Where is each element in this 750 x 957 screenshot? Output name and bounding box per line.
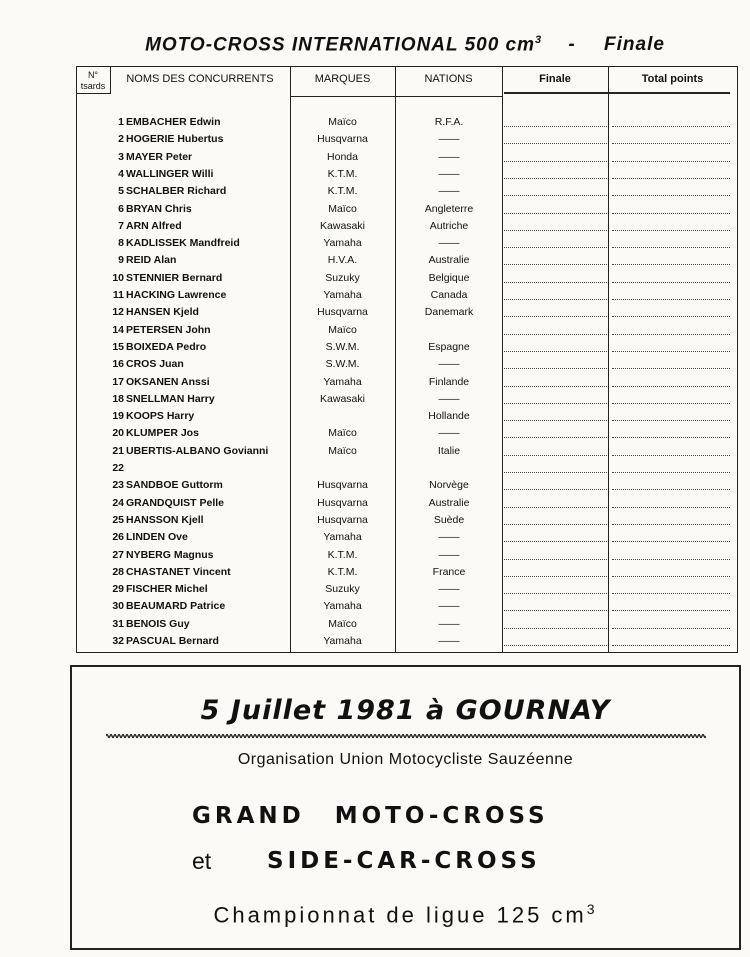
table-row — [0, 633, 750, 650]
competitor-name: GRANDQUIST Pelle — [126, 496, 225, 509]
competitor-nation: Hollande — [428, 410, 470, 423]
total-points-line — [612, 143, 730, 144]
competitor-name: PETERSEN John — [126, 323, 211, 336]
table-row — [0, 408, 750, 425]
competitor-nation: —— — [438, 150, 460, 163]
finale-score-line — [504, 334, 607, 335]
row-number: 14 — [112, 323, 124, 336]
table-row — [0, 356, 750, 373]
competitor-nation: Suède — [433, 513, 465, 526]
table-row — [0, 131, 750, 148]
table-row — [0, 339, 750, 356]
competitor-marque: Yamaha — [323, 600, 362, 613]
row-number: 26 — [112, 531, 124, 544]
finale-score-line — [504, 126, 607, 127]
competitor-nation: Australie — [428, 254, 470, 267]
row-number: 29 — [112, 583, 124, 596]
finale-score-line — [504, 264, 607, 265]
competitor-marque: Maïco — [328, 617, 357, 630]
competitor-name: KLUMPER Jos — [126, 427, 199, 440]
table-row — [0, 235, 750, 252]
total-points-line — [612, 264, 730, 265]
competitor-marque: K.T.M. — [327, 185, 358, 198]
competitor-nation: —— — [438, 427, 460, 440]
competitor-nation: —— — [438, 392, 460, 405]
competitor-name: SCHALBER Richard — [126, 185, 227, 198]
competitor-name: PASCUAL Bernard — [126, 635, 219, 647]
table-row — [0, 270, 750, 287]
competitor-nation: Espagne — [428, 340, 470, 353]
table-row — [0, 598, 750, 615]
competitor-marque: Yamaha — [323, 237, 362, 250]
column-header-total: Total points — [641, 73, 704, 85]
finale-score-line — [504, 645, 607, 646]
competitor-nation: R.F.A. — [434, 116, 464, 128]
total-points-line — [612, 368, 730, 369]
table-row — [0, 460, 750, 477]
total-points-line — [612, 195, 730, 196]
row-number: 18 — [112, 392, 124, 405]
row-number: 19 — [112, 410, 124, 423]
competitor-name: CHASTANET Vincent — [126, 565, 231, 578]
row-number: 2 — [118, 133, 124, 146]
competitor-name: FISCHER Michel — [126, 583, 208, 596]
column-header-nations: NATIONS — [424, 73, 473, 85]
event-sidecar-cross: SIDE-CAR-CROSS — [267, 848, 541, 874]
row-number: 12 — [112, 306, 124, 319]
finale-score-line — [504, 524, 607, 525]
competitor-marque: Maïco — [328, 444, 357, 457]
competitor-name: WALLINGER Willi — [126, 167, 214, 180]
competitor-nation: —— — [438, 548, 460, 561]
finale-score-line — [504, 576, 607, 577]
competitor-marque: Yamaha — [323, 531, 362, 544]
competitor-marque: S.W.M. — [325, 358, 360, 371]
table-row — [0, 512, 750, 529]
finale-score-line — [504, 143, 607, 144]
total-points-line — [612, 489, 730, 490]
page-title: MOTO-CROSS INTERNATIONAL 500 $cm^3$ - Finale — [145, 34, 665, 56]
total-points-line — [612, 126, 730, 127]
column-header-finale: Finale — [539, 73, 571, 85]
competitor-nation: —— — [438, 237, 460, 250]
row-number: 4 — [118, 167, 124, 180]
competitor-name: BENOIS Guy — [126, 617, 190, 630]
row-number: 3 — [118, 150, 124, 163]
table-row — [0, 616, 750, 633]
event-date: 5 Juillet 1981 à GOURNAY — [200, 695, 611, 726]
event-announcement — [70, 665, 741, 950]
finale-score-line — [504, 403, 607, 404]
wavy-divider — [106, 733, 706, 739]
row-number: 17 — [112, 375, 124, 388]
finale-score-line — [504, 299, 607, 300]
competitor-marque: K.T.M. — [327, 548, 358, 561]
total-points-line — [612, 230, 730, 231]
competitor-marque: Kawasaki — [320, 219, 365, 232]
table-row — [0, 564, 750, 581]
competitor-name: LINDEN Ove — [126, 531, 188, 544]
row-number: 31 — [112, 617, 124, 630]
finale-score-line — [504, 489, 607, 490]
table-row — [0, 287, 750, 304]
competitor-nation: —— — [438, 358, 460, 371]
competitor-name: OKSANEN Anssi — [126, 375, 210, 388]
competitor-nation: Canada — [430, 289, 468, 301]
table-row — [0, 166, 750, 183]
competitor-nation: Australie — [428, 496, 470, 509]
table-row — [0, 322, 750, 339]
table-row — [0, 477, 750, 494]
competitor-marque: K.T.M. — [327, 167, 358, 180]
competitor-name: SNELLMAN Harry — [126, 392, 215, 405]
table-row — [0, 529, 750, 546]
row-number: 24 — [112, 496, 124, 509]
total-points-line — [612, 559, 730, 560]
column-header-number: N° tsards — [80, 70, 106, 91]
competitor-name: HANSSON Kjell — [126, 513, 204, 526]
column-header-names: NOMS DES CONCURRENTS — [126, 73, 274, 85]
competitor-marque: Husqvarna — [317, 306, 368, 319]
competitor-nation: —— — [438, 635, 460, 647]
competitor-nation: Norvège — [429, 479, 469, 492]
table-row — [0, 201, 750, 218]
row-number: 8 — [118, 237, 124, 250]
event-et: et — [192, 848, 212, 874]
competitor-name: KADLISSEK Mandfreid — [126, 237, 240, 250]
total-points-line — [612, 645, 730, 646]
finale-score-line — [504, 161, 607, 162]
total-points-line — [612, 472, 730, 473]
competitor-marque: Yamaha — [323, 635, 362, 647]
finale-score-line — [504, 610, 607, 611]
table-row — [0, 218, 750, 235]
competitor-marque: K.T.M. — [327, 565, 358, 578]
table-row — [0, 581, 750, 598]
total-points-line — [612, 420, 730, 421]
competitor-marque: Suzuky — [325, 271, 360, 284]
total-points-line — [612, 628, 730, 629]
total-points-line — [612, 299, 730, 300]
total-points-line — [612, 403, 730, 404]
table-row — [0, 391, 750, 408]
row-number: 1 — [118, 116, 124, 128]
finale-score-line — [504, 230, 607, 231]
total-points-line — [612, 247, 730, 248]
competitor-marque: S.W.M. — [325, 340, 360, 353]
competitor-marque: Husqvarna — [317, 496, 368, 509]
competitor-nation: Danemark — [424, 306, 474, 319]
finale-score-line — [504, 282, 607, 283]
total-points-line — [612, 593, 730, 594]
row-number: 22 — [112, 462, 124, 474]
finale-score-line — [504, 195, 607, 196]
competitor-name: HOGERIE Hubertus — [126, 133, 224, 146]
competitor-marque: Suzuky — [325, 583, 360, 596]
competitor-marque: Maïco — [328, 427, 357, 440]
competitor-marque: Husqvarna — [317, 479, 368, 492]
competitor-name: ARN Alfred — [126, 219, 182, 232]
finale-score-line — [504, 541, 607, 542]
table-row — [0, 252, 750, 269]
competitor-nation: France — [432, 565, 466, 578]
total-points-line — [612, 524, 730, 525]
row-number: 21 — [112, 444, 124, 457]
competitor-name: STENNIER Bernard — [126, 271, 223, 284]
competitor-nation: —— — [438, 617, 460, 630]
competitor-marque: Maïco — [328, 202, 357, 215]
competitor-nation: —— — [438, 583, 460, 596]
column-header-marques: MARQUES — [314, 73, 371, 85]
competitor-nation: —— — [438, 185, 460, 198]
total-points-line — [612, 161, 730, 162]
row-number: 7 — [118, 219, 124, 232]
table-row — [0, 443, 750, 460]
table-row — [0, 495, 750, 512]
total-points-line — [612, 178, 730, 179]
competitor-name: BRYAN Chris — [126, 202, 192, 215]
competitor-name: REID Alan — [126, 254, 177, 267]
competitor-name: CROS Juan — [126, 358, 184, 371]
row-number: 9 — [118, 254, 124, 267]
total-points-line — [612, 282, 730, 283]
total-points-line — [612, 610, 730, 611]
competitor-name: MAYER Peter — [126, 150, 193, 163]
competitor-name: SANDBOE Guttorm — [126, 479, 223, 492]
total-points-line — [612, 351, 730, 352]
event-grand-motocross: GRAND MOTO-CROSS — [192, 803, 549, 829]
competitor-nation: Autriche — [429, 219, 469, 232]
row-number: 32 — [112, 635, 124, 647]
total-points-line — [612, 316, 730, 317]
competitor-name: KOOPS Harry — [126, 410, 195, 423]
row-number: 10 — [112, 271, 124, 284]
competitor-marque: Maïco — [328, 323, 357, 336]
finale-score-line — [504, 507, 607, 508]
total-points-line — [612, 386, 730, 387]
row-number: 15 — [112, 340, 124, 353]
competitor-name: BEAUMARD Patrice — [126, 600, 226, 613]
row-number: 23 — [112, 479, 124, 492]
total-points-line — [612, 334, 730, 335]
table-row — [0, 149, 750, 166]
row-number: 5 — [118, 185, 124, 198]
finale-score-line — [504, 437, 607, 438]
finale-score-line — [504, 455, 607, 456]
finale-score-line — [504, 559, 607, 560]
competitor-name: UBERTIS-ALBANO Govianni — [126, 444, 269, 457]
competitor-marque: Kawasaki — [320, 392, 365, 405]
competitor-marque: Yamaha — [323, 375, 362, 388]
table-row — [0, 183, 750, 200]
competitor-marque: Yamaha — [323, 289, 362, 301]
competitor-nation: Italie — [437, 444, 461, 457]
row-number: 30 — [112, 600, 124, 613]
finale-score-line — [504, 593, 607, 594]
event-championship: Championnat de ligue 125 $cm^3$ — [213, 901, 598, 928]
competitor-name: BOIXEDA Pedro — [126, 340, 207, 353]
table-row — [0, 114, 750, 131]
competitor-marque: H.V.A. — [327, 254, 358, 267]
row-number: 25 — [112, 513, 124, 526]
finale-score-line — [504, 316, 607, 317]
finale-score-line — [504, 472, 607, 473]
competitor-marque: Honda — [327, 150, 358, 163]
row-number: 28 — [112, 565, 124, 578]
competitor-marque: Maïco — [328, 116, 357, 128]
finale-score-line — [504, 351, 607, 352]
table-row — [0, 374, 750, 391]
competitor-nation: —— — [438, 531, 460, 544]
finale-score-line — [504, 420, 607, 421]
competitor-name: HACKING Lawrence — [126, 289, 227, 301]
row-number: 6 — [118, 202, 124, 215]
total-points-line — [612, 213, 730, 214]
event-organizer: Organisation Union Motocycliste Sauzéenne — [237, 751, 574, 768]
finale-score-line — [504, 386, 607, 387]
row-number: 16 — [112, 358, 124, 371]
row-number: 20 — [112, 427, 124, 440]
total-points-line — [612, 507, 730, 508]
competitor-nation: —— — [438, 600, 460, 613]
competitor-nation: Finlande — [428, 375, 470, 388]
competitor-marque: Husqvarna — [317, 133, 368, 146]
competitor-name: HANSEN Kjeld — [126, 306, 199, 319]
competitor-nation: Angleterre — [424, 202, 474, 215]
finale-score-line — [504, 628, 607, 629]
table-row — [0, 425, 750, 442]
total-points-line — [612, 576, 730, 577]
row-number: 27 — [112, 548, 124, 561]
competitor-name: EMBACHER Edwin — [126, 116, 221, 128]
total-points-line — [612, 455, 730, 456]
competitor-nation: —— — [438, 133, 460, 146]
total-points-line — [612, 541, 730, 542]
total-points-line — [612, 437, 730, 438]
competitor-nation: Belgique — [428, 271, 470, 284]
competitor-nation: —— — [438, 167, 460, 180]
competitor-name: NYBERG Magnus — [126, 548, 214, 561]
table-row — [0, 547, 750, 564]
finale-score-line — [504, 178, 607, 179]
table-row — [0, 304, 750, 321]
finale-score-line — [504, 213, 607, 214]
competitor-marque: Husqvarna — [317, 513, 368, 526]
finale-score-line — [504, 368, 607, 369]
finale-score-line — [504, 247, 607, 248]
row-number: 11 — [112, 289, 124, 301]
